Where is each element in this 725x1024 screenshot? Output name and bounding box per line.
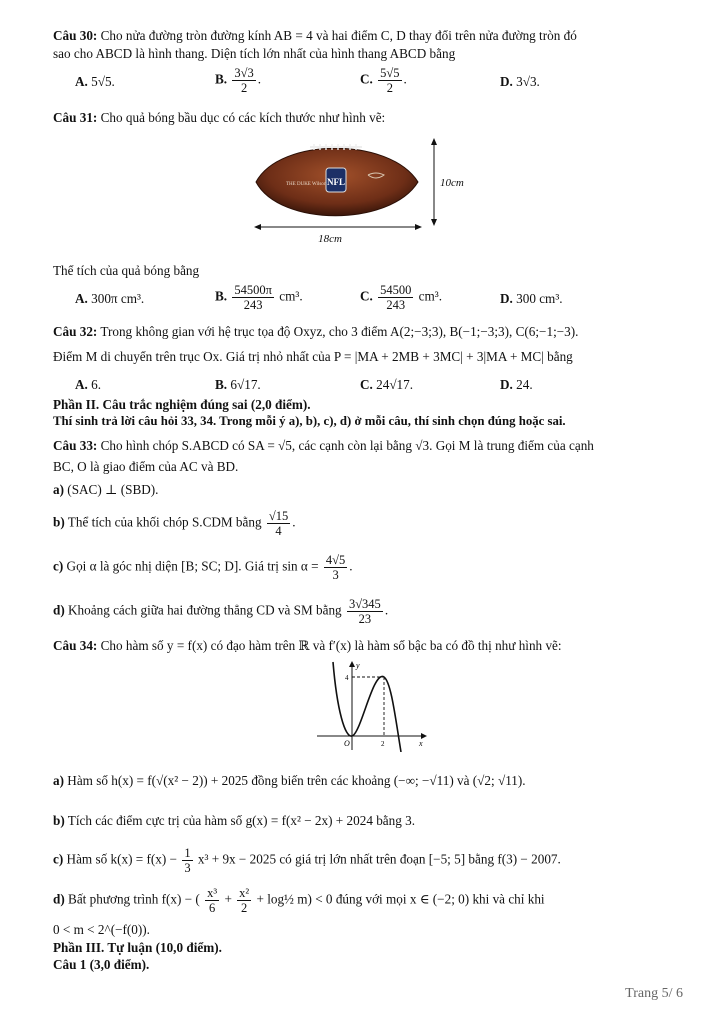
q31-option-d: D. 300 cm³. <box>500 291 563 306</box>
q32-line2: Điểm M di chuyển trên trục Ox. Giá trị nhỏ nhất của P = |MA + 2MB + 3MC| + 3|MA + MC| bằng <box>53 349 573 364</box>
q30-option-a: A. 5√5. <box>75 74 115 89</box>
part2-title: Phần II. Câu trắc nghiệm đúng sai (2,0 điểm). <box>53 397 311 412</box>
ball-logo-text: NFL <box>327 177 345 187</box>
q34-statement-d-cont: 0 < m < 2^(−f(0)). <box>53 922 150 937</box>
q30-label: Câu 30: <box>53 28 98 43</box>
q32-option-a: A. 6. <box>75 377 102 392</box>
origin-label: O <box>344 739 350 748</box>
q31-line: Câu 31: Cho quả bóng bầu dục có các kích thước như hình vẽ: <box>53 110 386 125</box>
q34-statement-a: a) Hàm số h(x) = f(√(x² − 2)) + 2025 đồng biến trên các khoảng (−∞; −√11) và (√2; √11). <box>53 773 526 788</box>
q30-line1 <box>53 27 577 44</box>
q32-option-d: D. 24. <box>500 377 533 392</box>
q30-option-c: C. $\frac{5√5}{2}$ . <box>360 66 407 95</box>
q32-option-b: B. 6√17. <box>215 377 261 392</box>
part2-instruction: Thí sinh trả lời câu hỏi 33, 34. Trong mỗi ý a), b), c), d) ở mỗi câu, thí sinh chọn đúng hoặc sai. <box>53 414 566 428</box>
q31-option-c: C. $\frac{54500}{243}$ cm³. <box>360 283 443 312</box>
q33-line1: Câu 33: Cho hình chóp S.ABCD có SA = √5, các cạnh còn lại bằng √3. Gọi M là trung điểm của cạnh <box>53 438 594 453</box>
q30-option-b: B. $\frac{3√3}{2}$ . <box>215 66 262 95</box>
q34-statement-b: b) Tích các điểm cực trị của hàm số g(x) = f(x² − 2x) + 2024 bằng 3. <box>53 813 416 828</box>
football-figure <box>250 135 470 247</box>
page-number: Trang 5/ 6 <box>625 986 683 1001</box>
q33-statement-d: d) Khoảng cách giữa hai đường thẳng CD và SM bằng $\frac{3√345}{23}$ . <box>53 597 389 626</box>
height-dimension-label: 10cm <box>440 177 464 189</box>
tick-y-label: 4 <box>345 674 349 682</box>
part3-title: Phần III. Tự luận (10,0 điểm). <box>53 940 222 955</box>
q31-question: Thể tích của quả bóng bằng <box>53 263 200 278</box>
x-axis-label: x <box>419 739 423 748</box>
part3-q1: Câu 1 (3,0 điểm). <box>53 957 150 972</box>
q32-option-c: C. 24√17. <box>360 377 414 392</box>
q30-text1: Cho nửa đường tròn đường kính AB = 4 và hai điểm C, D thay đổi trên nửa đường tròn đó <box>100 28 577 43</box>
width-dimension-label: 18cm <box>318 233 342 245</box>
q34-line: Câu 34: Cho hàm số y = f(x) có đạo hàm trên ℝ và f′(x) là hàm số bậc ba có đồ thị như hình vẽ: <box>53 638 562 653</box>
q34-statement-d: d) Bất phương trình f(x) − ( $\frac{\text{x³}}{6}$ + $\frac{\text{x²}}{2}$ + log½ m) < 0 đúng với mọi x ∈ (−2; 0) khi và chỉ khi <box>53 886 545 915</box>
q31-option-a: A. 300π cm³. <box>75 291 145 306</box>
q33-statement-a: a) (SAC) ⊥ (SBD). <box>53 482 159 497</box>
q31-option-b: B. $\frac{54500\pi}{243}$ cm³. <box>215 283 303 312</box>
q33-statement-c: c) Gọi α là góc nhị diện [B; SC; D]. Giá trị sin α = $\frac{4√5}{3}$ . <box>53 553 353 582</box>
q33-statement-b: b) Thể tích của khối chóp S.CDM bằng $\frac{√15}{4}$ . <box>53 509 296 538</box>
ball-print-text: THE DUKE Wilson <box>286 182 327 187</box>
y-axis-label: y <box>356 661 360 670</box>
q30-line2: sao cho ABCD là hình thang. Diện tích lớn nhất của hình thang ABCD bằng <box>53 46 456 61</box>
q34-statement-c: c) Hàm số k(x) = f(x) − $\frac{1}{3}$ x³ + 9x − 2025 có giá trị lớn nhất trên đoạn [−5; 5] bằng f(3) − 2007. <box>53 846 561 875</box>
tick-x-label: 2 <box>381 740 385 748</box>
q30-option-d: D. 3√3. <box>500 74 540 89</box>
derivative-graph <box>315 660 430 752</box>
q33-line2: BC, O là giao điểm của AC và BD. <box>53 459 239 474</box>
q32-line1: Câu 32: Trong không gian với hệ trục tọa độ Oxyz, cho 3 điểm A(2;−3;3), B(−1;−3;3), C(6;−1;−3). <box>53 324 579 339</box>
